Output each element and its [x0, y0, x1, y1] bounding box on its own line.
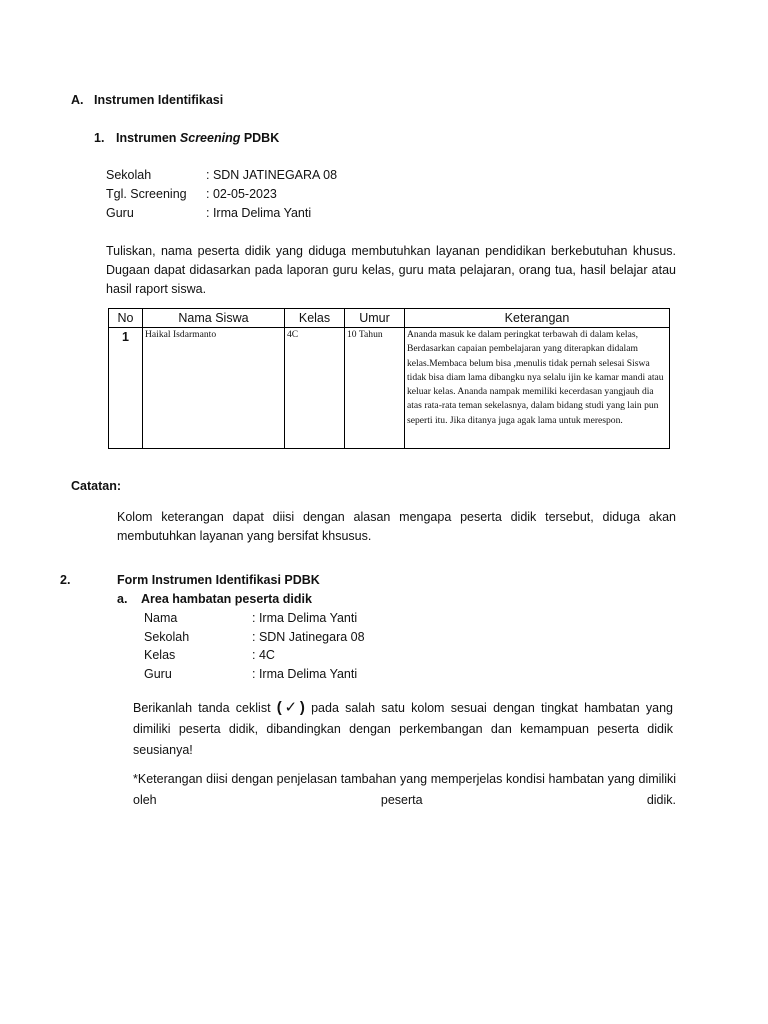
- info-label-nama: Nama: [144, 611, 178, 625]
- cell-kelas: 4C: [285, 328, 345, 449]
- catatan-text: Kolom keterangan dapat diisi dengan alasan mengapa peserta didik tersebut, diduga akan membutuhkan layanan yang bersifat khsusus.: [117, 510, 676, 543]
- catatan-title: Catatan:: [71, 479, 122, 493]
- school-label-guru: Guru: [106, 206, 134, 220]
- info-label-guru: Guru: [144, 667, 172, 681]
- item1-title-suffix: PDBK: [240, 131, 280, 145]
- info-label-kelas: Kelas: [144, 648, 176, 662]
- school-value-tgl: : 02-05-2023: [206, 187, 277, 201]
- header-no: No: [109, 309, 143, 328]
- instruction-paragraph: [133, 697, 673, 761]
- item1-title-prefix: Instrumen: [116, 131, 180, 145]
- cell-umur: 10 Tahun: [345, 328, 405, 449]
- school-value-sekolah: : SDN JATINEGARA 08: [206, 168, 338, 182]
- cell-nama: Haikal Isdarmanto: [143, 328, 285, 449]
- cell-no: 1: [109, 328, 143, 449]
- school-value-guru: : Irma Delima Yanti: [206, 206, 312, 220]
- item1-title-italic: Screening: [179, 131, 241, 145]
- item2-title: Form Instrumen Identifikasi PDBK: [117, 573, 320, 587]
- header-kelas: Kelas: [285, 309, 345, 328]
- info-value-kelas: : 4C: [252, 648, 275, 662]
- instruction-after: pada salah satu kolom sesuai dengan tingkat hambatan yang dimiliki peserta didik, dibandingkan dengan perkembangan dan kemampuan peserta didik seusianya!: [133, 701, 674, 757]
- item1-number: 1.: [94, 131, 105, 145]
- school-label-tgl: Tgl. Screening: [106, 187, 187, 201]
- header-keterangan: Keterangan: [405, 309, 670, 328]
- info-value-guru: : Irma Delima Yanti: [252, 667, 358, 681]
- header-nama-siswa: Nama Siswa: [143, 309, 285, 328]
- item2-sub-title: Area hambatan peserta didik: [141, 592, 312, 606]
- info-label-sekolah: Sekolah: [144, 630, 190, 644]
- item2-number: 2.: [60, 573, 71, 587]
- instruction-before: Berikanlah tanda ceklist: [133, 701, 277, 715]
- intro-paragraph: Tuliskan, nama peserta didik yang diduga membutuhkan layanan pendidikan berkebutuhan khusus. Dugaan dapat didasarkan pada laporan guru kelas, guru mata pelajaran, orang tua, hasil belajar atau hasil raport siswa.: [106, 244, 676, 296]
- info-value-sekolah: : SDN Jatinegara 08: [252, 630, 365, 644]
- info-value-nama: : Irma Delima Yanti: [252, 611, 358, 625]
- section-a-letter: A.: [71, 93, 84, 107]
- header-umur: Umur: [345, 309, 405, 328]
- section-a-title: Instrumen Identifikasi: [94, 93, 224, 107]
- table-row: [109, 328, 670, 449]
- note-paragraph: *Keterangan diisi dengan penjelasan tambahan yang memperjelas kondisi hambatan yang dimiliki oleh peserta didik.: [133, 772, 676, 807]
- cell-keterangan: Ananda masuk ke dalam peringkat terbawah di dalam kelas, Berdasarkan capaian pembelajaran yang diterapkan didalam kelas.Membaca belum bisa ,menulis tidak pernah selesai Siswa tidak bisa diam lama dibangku nya selalu ijin ke kamar mandi atau keluar kelas. Ananda nampak memiliki kecerdasan yangjauh dia atas rata-rata teman sekelasnya, dalam bidang studi yang lain pun seperti itu. Jika ditanya juga agak lama untuk merespon.: [405, 328, 670, 449]
- screening-table: [108, 308, 670, 449]
- school-label-sekolah: Sekolah: [106, 168, 152, 182]
- item2-sub-letter: a.: [117, 592, 128, 606]
- item1-title: [116, 131, 279, 145]
- checkmark-icon: (✓): [276, 699, 305, 716]
- table-header-row: [109, 309, 670, 328]
